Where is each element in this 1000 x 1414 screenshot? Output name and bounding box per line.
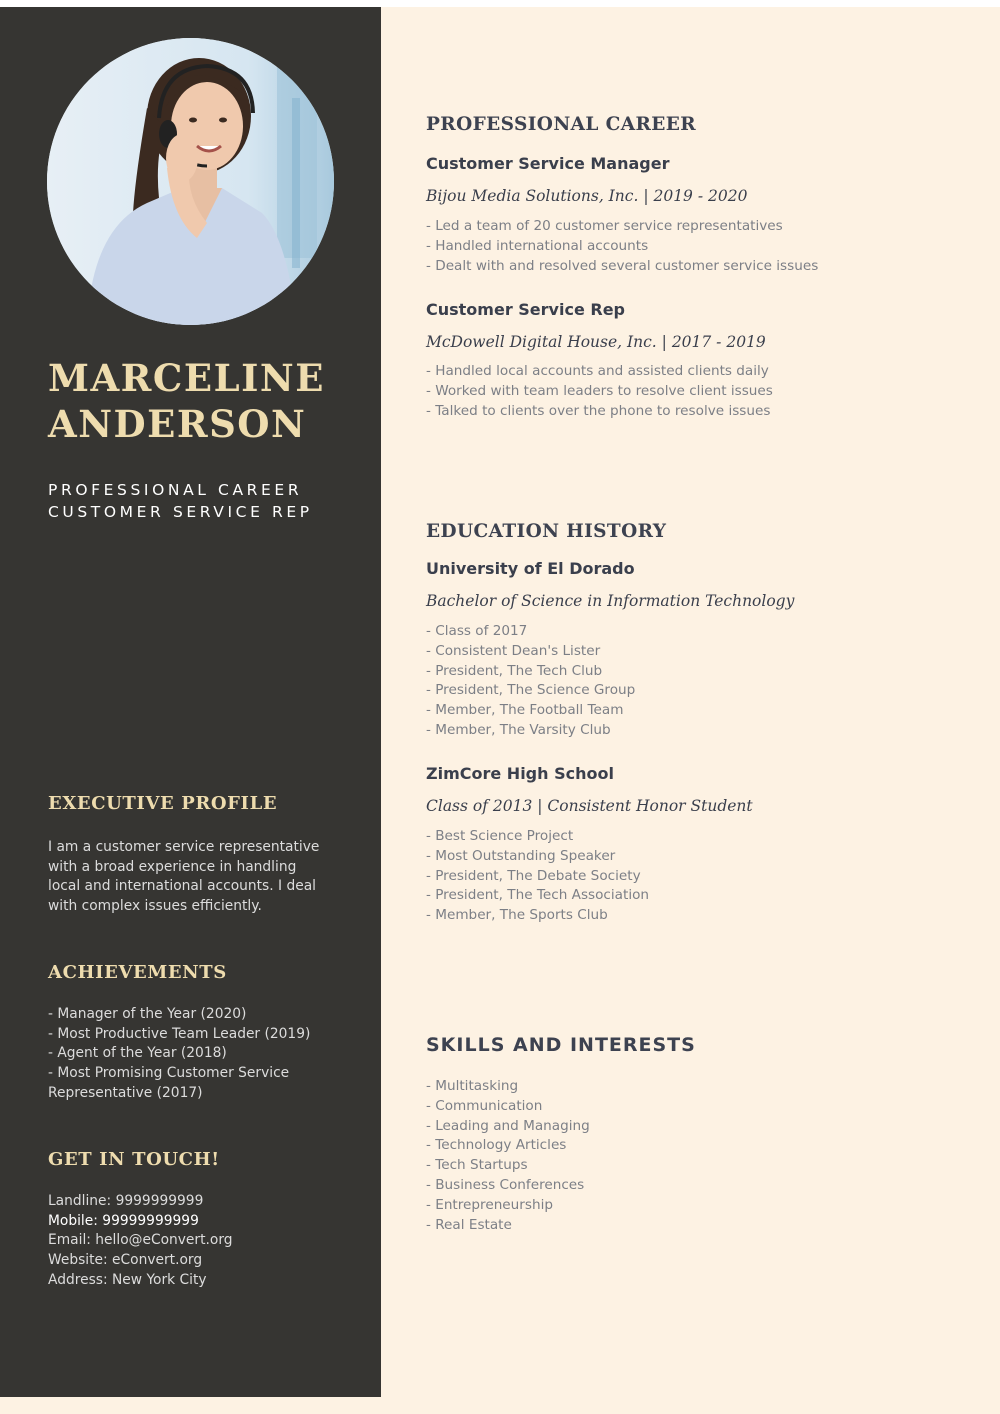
skills-list: [426, 1077, 966, 1235]
skill-item: - Entrepreneurship: [426, 1196, 553, 1213]
education-heading: EDUCATION HISTORY: [426, 521, 667, 542]
achievements-list: [48, 1005, 348, 1104]
subtitle-line: CUSTOMER SERVICE REP: [48, 503, 313, 521]
contact-mobile: Mobile: 99999999999: [48, 1212, 199, 1229]
achievement-item: - Most Promising Customer Service: [48, 1065, 290, 1082]
job-bullet: - Worked with team leaders to resolve client issues: [426, 382, 773, 399]
contact-address: Address: New York City: [48, 1271, 207, 1288]
school-bullet: - Member, The Football Team: [426, 702, 624, 719]
job-title: Customer Service Manager: [426, 154, 670, 173]
school-detail: Class of 2013 | Consistent Honor Student: [426, 797, 753, 815]
skill-item: - Real Estate: [426, 1216, 512, 1233]
executive-profile-text: [48, 838, 348, 917]
executive-profile-heading: EXECUTIVE PROFILE: [48, 793, 278, 814]
achievement-item: Representative (2017): [48, 1084, 203, 1101]
skill-item: - Technology Articles: [426, 1137, 567, 1154]
school-bullet: - Class of 2017: [426, 623, 528, 639]
school-name: ZimCore High School: [426, 764, 614, 783]
school-bullet: - President, The Tech Club: [426, 662, 603, 679]
school-name: University of El Dorado: [426, 559, 635, 578]
school-bullet: - Most Outstanding Speaker: [426, 847, 616, 864]
profile-line: with complex issues efficiently.: [48, 898, 262, 915]
achievement-item: - Agent of the Year (2018): [48, 1045, 227, 1062]
job-bullet: - Led a team of 20 customer service representatives: [426, 218, 783, 234]
job-title: Customer Service Rep: [426, 300, 625, 319]
achievement-item: - Manager of the Year (2020): [48, 1006, 247, 1022]
job-bullets: [426, 217, 966, 276]
contact-website: Website: eConvert.org: [48, 1252, 203, 1269]
skills-heading: SKILLS AND INTERESTS: [426, 1034, 696, 1056]
school-bullet: - President, The Debate Society: [426, 867, 641, 884]
job-bullet: - Dealt with and resolved several customer service issues: [426, 257, 819, 274]
skill-item: - Tech Startups: [426, 1157, 528, 1174]
subtitle-line: PROFESSIONAL CAREER: [48, 481, 303, 499]
job-bullet: - Handled local accounts and assisted clients daily: [426, 363, 769, 379]
job-bullet: - Talked to clients over the phone to resolve issues: [426, 402, 771, 419]
school-bullets: [426, 827, 966, 926]
profile-line: I am a customer service representative: [48, 839, 320, 855]
job-organization: Bijou Media Solutions, Inc. | 2019 - 2020: [426, 187, 748, 205]
profile-line: with a broad experience in handling: [48, 858, 297, 875]
achievements-heading: ACHIEVEMENTS: [48, 962, 227, 983]
career-heading: PROFESSIONAL CAREER: [426, 114, 697, 135]
profile-photo: [47, 38, 334, 325]
candidate-subtitle: [48, 479, 368, 523]
candidate-first-name: MARCELINE: [48, 356, 325, 400]
school-bullet: - Member, The Sports Club: [426, 907, 608, 924]
candidate-last-name: ANDERSON: [48, 402, 307, 446]
candidate-name: [48, 355, 368, 447]
school-bullet: - Consistent Dean's Lister: [426, 642, 601, 659]
profile-photo-illustration: [47, 38, 334, 325]
school-bullets: [426, 622, 966, 741]
sidebar: [0, 7, 381, 1397]
school-bullet: - Best Science Project: [426, 828, 574, 844]
job-organization: McDowell Digital House, Inc. | 2017 - 2019: [426, 333, 766, 351]
school-bullet: - Member, The Varsity Club: [426, 721, 611, 738]
skill-item: - Business Conferences: [426, 1176, 585, 1193]
contact-heading: GET IN TOUCH!: [48, 1149, 220, 1170]
achievement-item: - Most Productive Team Leader (2019): [48, 1025, 311, 1042]
profile-line: local and international accounts. I deal: [48, 878, 316, 895]
skill-item: - Communication: [426, 1097, 543, 1114]
skill-item: - Leading and Managing: [426, 1117, 590, 1134]
contact-landline: Landline: 9999999999: [48, 1193, 204, 1209]
school-detail: Bachelor of Science in Information Technology: [426, 592, 795, 610]
school-bullet: - President, The Science Group: [426, 682, 636, 699]
job-bullet: - Handled international accounts: [426, 237, 649, 254]
school-bullet: - President, The Tech Association: [426, 887, 650, 904]
skill-item: - Multitasking: [426, 1078, 519, 1094]
top-margin: [0, 0, 1000, 7]
contact-list: [48, 1192, 348, 1291]
job-bullets: [426, 362, 966, 421]
contact-email: Email: hello@eConvert.org: [48, 1232, 233, 1249]
